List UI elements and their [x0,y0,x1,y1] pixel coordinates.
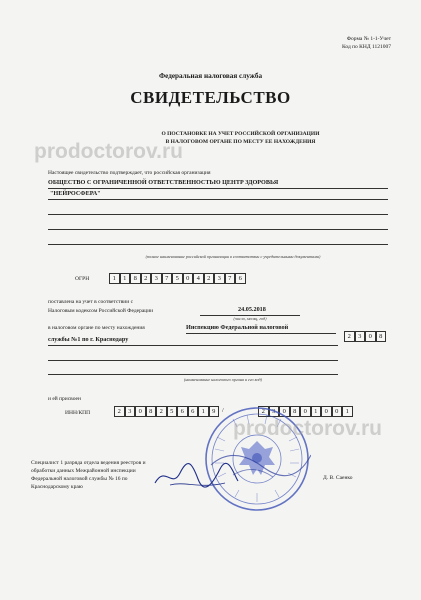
tax-office-code-digit: 0 [365,331,376,342]
position-line2: обработки данных Межрайонной инспекции [31,468,136,474]
inn-digit-box: 2 [114,406,125,417]
ogrn-digit-box: 3 [151,273,162,284]
tax-office-name-line1: Инспекцию Федеральной налоговой [186,324,289,331]
tax-office-label: в налоговом органе по месту нахождения [48,325,145,331]
subtitle-line1: О ПОСТАНОВКЕ НА УЧЕТ РОССИЙСКОЙ ОРГАНИЗАЦИИ [161,131,320,137]
tax-office-code-digit: 2 [344,331,355,342]
kpp-digit-box: 0 [332,406,343,417]
subtitle-line2: В НАЛОГОВОМ ОРГАНЕ ПО МЕСТУ ЕЕ НАХОЖДЕНИЯ [165,139,316,145]
org-name-line1: ОБЩЕСТВО С ОГРАНИЧЕННОЙ ОТВЕТСТВЕННОСТЬЮ ЦЕНТР ЗДОРОВЬЯ [48,179,279,186]
document-title: СВИДЕТЕЛЬСТВО [130,88,291,107]
confirm-text: Настоящее свидетельство подтверждает, что российская организация [48,170,211,176]
assigned-label: и ей присвоен [48,396,81,402]
inn-digit-box: 0 [135,406,146,417]
tax-office-code-boxes [344,331,386,342]
ogrn-digit-box: 3 [214,273,225,284]
registered-text-line1: поставлена на учет в соответствии с [48,299,134,305]
ogrn-digit-box: 4 [193,273,204,284]
registered-text-line2: Налоговым кодексом Российской Федерации [48,308,154,314]
kpp-digit-box: 8 [290,406,301,417]
handwritten-signature-icon [150,455,240,495]
watermark-bottom: prodoctorov.ru [233,417,382,440]
ogrn-digit-box: 7 [162,273,173,284]
inn-kpp-label: ИНН/КПП [65,410,91,416]
position-line4: Краснодарскому краю [31,484,83,490]
kpp-digit-box: 1 [311,406,322,417]
inn-digit-box: 1 [198,406,209,417]
tax-office-name-line2: службы №1 по г. Краснодару [48,336,129,343]
ogrn-digit-box: 0 [183,273,194,284]
ogrn-digit-box: 2 [204,273,215,284]
inn-digit-box: 9 [209,406,220,417]
knd-code: Код по КНД 1121007 [341,44,391,50]
kpp-digit-box: 3 [269,406,280,417]
ogrn-digit-box: 8 [130,273,141,284]
inn-kpp-separator: / [222,407,224,414]
signer-name: Д. В. Саенко [323,475,353,481]
inn-digit-box: 5 [167,406,178,417]
tax-office-code-digit: 3 [355,331,366,342]
tax-office-code-digit: 8 [376,331,387,342]
ogrn-digit-box: 1 [109,273,120,284]
tax-office-caption: (наименование налогового органа и его код) [183,377,263,382]
kpp-digit-box: 1 [342,406,353,417]
kpp-digit-box: 0 [300,406,311,417]
ogrn-boxes [109,273,246,284]
ogrn-digit-box: 2 [141,273,152,284]
kpp-digit-box: 2 [258,406,269,417]
date-caption: (число, месяц, год) [233,316,267,321]
inn-digit-box: 2 [156,406,167,417]
ogrn-digit-box: 1 [120,273,131,284]
watermark-top: prodoctorov.ru [34,140,183,163]
inn-digit-box: 6 [177,406,188,417]
org-name-caption: (полное наименование российской организации в соответствии с учредительными документами) [145,254,321,259]
inn-digit-box: 8 [146,406,157,417]
ogrn-digit-box: 7 [225,273,236,284]
ogrn-digit-box: 6 [235,273,246,284]
agency-name: Федеральная налоговая служба [158,72,263,80]
form-number: Форма № 1-1-Учет [346,36,391,42]
org-name-line2: "НЕЙРОСФЕРА" [50,190,101,197]
inn-digit-box: 6 [188,406,199,417]
kpp-digit-box: 0 [321,406,332,417]
position-line1: Специалист 1 разряда отдела ведения реестров и [31,460,146,466]
position-line3: Федеральной налоговой службы № 16 по [31,476,128,482]
ogrn-label: ОГРН [75,276,90,282]
kpp-digit-box: 0 [279,406,290,417]
inn-digit-box: 3 [125,406,136,417]
ogrn-digit-box: 5 [172,273,183,284]
registered-date: 24.05.2018 [238,306,266,313]
